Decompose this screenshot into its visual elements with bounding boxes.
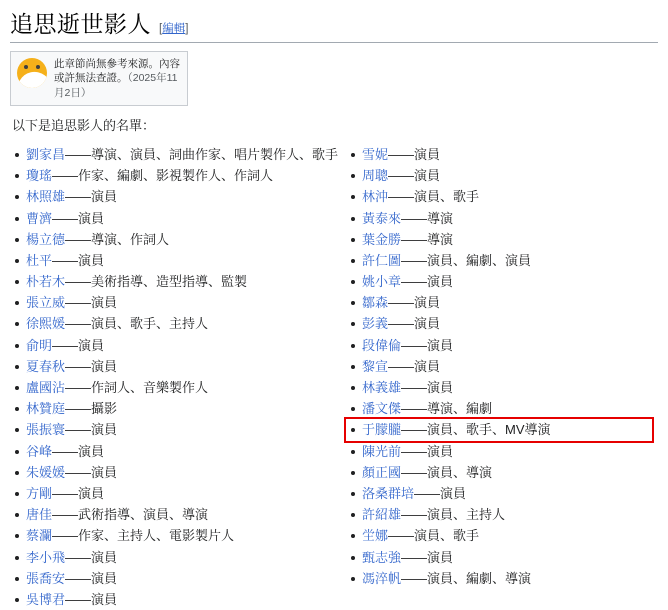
person-roles: ——演員 [52,210,105,226]
person-roles: ——演員 [414,485,467,501]
notice-text [54,57,181,100]
person-link[interactable]: 姚小章 [362,274,402,290]
person-roles: ——演員 [401,380,454,396]
person-link[interactable]: 盧國沾 [26,380,66,396]
list-item [10,589,334,610]
list-item [10,419,334,440]
list-item [10,144,339,165]
list-item [346,271,658,292]
list-item [10,165,334,186]
warning-circle-icon [17,58,47,88]
person-link[interactable]: 林贊庭 [26,401,66,417]
person-roles: ——武術指導、演員、導演 [52,507,209,523]
person-roles: ——導演、編劇 [401,401,493,417]
person-roles: ——演員 [388,358,441,374]
person-link[interactable]: 潘文傑 [362,401,402,417]
list-item [10,356,334,377]
person-link[interactable]: 曹濟 [26,210,53,226]
list-item [10,186,334,207]
warning-icon-dot-left [24,65,28,69]
list-item [346,547,658,568]
edit-section [159,19,188,37]
person-link[interactable]: 谷峰 [26,443,53,459]
person-link[interactable]: 洛桑群培 [362,485,415,501]
list-item [10,568,334,589]
name-list-left [10,144,339,610]
person-link[interactable]: 林義雄 [362,380,402,396]
list-item [346,398,658,419]
person-link[interactable]: 陳光前 [362,443,402,459]
person-link[interactable]: 俞明 [26,337,53,353]
list-item [10,229,334,250]
person-roles: ——導演 [401,231,454,247]
warning-icon-swoosh [17,68,47,88]
list-item [10,208,334,229]
person-roles: ——演員、歌手 [388,528,480,544]
person-link[interactable]: 張立威 [26,295,66,311]
list-item [346,313,658,334]
person-link[interactable]: 唐佳 [26,507,53,523]
person-link[interactable]: 周聰 [362,168,389,184]
list-item [10,292,334,313]
person-roles: ——演員 [65,295,118,311]
unsourced-notice [10,51,188,106]
person-link[interactable]: 李小飛 [26,549,66,565]
person-roles: ——演員 [401,549,454,565]
person-roles: ——導演 [401,210,454,226]
person-link[interactable]: 朱媛媛 [26,464,66,480]
person-link[interactable]: 朴若木 [26,274,66,290]
person-roles: ——演員 [65,358,118,374]
list-item [346,292,658,313]
names-column-left [10,144,339,610]
warning-icon-dot-right [36,65,40,69]
list-item [346,441,658,462]
list-item [346,504,658,525]
list-item [346,568,658,589]
list-item [346,335,658,356]
page-header [10,6,658,43]
person-link[interactable]: 鄒森 [362,295,389,311]
list-item [10,441,334,462]
list-item [10,547,334,568]
intro-text: 以下是追思影人的名單： [12,118,156,134]
person-roles: ——作家、主持人、電影製片人 [52,528,235,544]
person-link[interactable]: 葉金勝 [362,231,402,247]
list-item [346,144,658,165]
notice-date: （2025年11月2日） [54,72,178,99]
person-roles: ——演員 [65,591,118,607]
list-item-highlighted [346,419,652,440]
person-roles: ——演員、編劇、導演 [401,570,532,586]
list-item [346,377,658,398]
list-item [10,335,334,356]
list-item [346,250,658,271]
person-roles: ——演員、歌手、MV導演 [401,422,551,438]
person-roles: ——作詞人、音樂製作人 [65,380,209,396]
person-link[interactable]: 蔡瀾 [26,528,53,544]
person-roles: ——演員 [65,570,118,586]
person-roles: ——演員、導演 [401,464,493,480]
list-item [10,525,334,546]
person-link[interactable]: 瓊瑤 [26,168,53,184]
person-roles: ——演員 [65,549,118,565]
list-item [346,525,658,546]
list-item [10,377,334,398]
list-item [10,483,334,504]
list-item [346,208,658,229]
person-link[interactable]: 坣娜 [362,528,389,544]
person-roles: ——演員 [52,337,105,353]
names-column-right [334,144,658,610]
edit-link[interactable]: 編輯 [162,23,186,35]
person-roles: ——美術指導、造型指導、監製 [65,274,248,290]
person-link[interactable]: 黎宣 [362,358,389,374]
person-roles: ——演員、主持人 [401,507,506,523]
person-link[interactable]: 馮淬帆 [362,570,402,586]
person-link[interactable]: 劉家昌 [26,146,66,162]
person-roles: ——演員、歌手 [388,189,480,205]
list-item [346,483,658,504]
person-link[interactable]: 許仁圖 [362,252,402,268]
person-link[interactable]: 雪妮 [362,146,389,162]
person-link[interactable]: 楊立德 [26,231,66,247]
person-roles: ——作家、編劇、影視製作人、作詞人 [52,168,274,184]
person-roles: ——演員 [388,316,441,332]
person-link[interactable]: 段偉倫 [362,337,402,353]
list-item [346,186,658,207]
list-item [10,462,334,483]
list-item [346,462,658,483]
person-link[interactable]: 張振寰 [26,422,66,438]
person-link[interactable]: 林照雄 [26,189,66,205]
person-roles: ——演員 [388,295,441,311]
person-roles: ——演員 [52,443,105,459]
person-link[interactable]: 顏正國 [362,464,402,480]
person-link[interactable]: 于朦朧 [362,422,402,438]
person-roles: ——演員 [65,464,118,480]
person-link[interactable]: 黃泰來 [362,210,402,226]
person-roles: ——演員 [401,337,454,353]
list-item [10,313,334,334]
person-roles: ——演員 [388,146,441,162]
person-link[interactable]: 許紹雄 [362,507,402,523]
list-item [10,398,334,419]
person-link[interactable]: 方剛 [26,485,53,501]
name-list-right [346,144,658,589]
person-roles: ——攝影 [65,401,118,417]
person-roles: ——演員、編劇、演員 [401,252,532,268]
page-title: 追思逝世影人 [10,12,151,37]
edit-bracket-close: ] [185,23,189,35]
person-link[interactable]: 林沖 [362,189,389,205]
person-link[interactable]: 彭義 [362,316,389,332]
edit-bracket-open: [ [159,23,163,35]
notice-message: 此章節尚無參考來源。內容或許無法查證。 [54,58,180,85]
list-item [10,504,334,525]
person-roles: ——演員 [65,189,118,205]
person-roles: ——演員 [401,274,454,290]
list-item [346,165,658,186]
person-link[interactable]: 吳博君 [26,591,66,607]
person-roles: ——演員 [52,485,105,501]
person-roles: ——演員 [52,252,105,268]
person-link[interactable]: 張喬安 [26,570,66,586]
person-roles: ——導演、作詞人 [65,231,170,247]
list-item [10,250,334,271]
names-columns [10,144,658,610]
person-roles: ——演員 [65,422,118,438]
person-roles: ——導演、演員、詞曲作家、唱片製作人、歌手 [65,146,339,162]
person-roles: ——演員、歌手、主持人 [65,316,209,332]
list-item [10,271,334,292]
person-link[interactable]: 杜平 [26,252,53,268]
list-item [346,356,658,377]
person-link[interactable]: 夏春秋 [26,358,66,374]
person-link[interactable]: 甄志強 [362,549,402,565]
person-roles: ——演員 [388,168,441,184]
list-item [346,229,658,250]
person-roles: ——演員 [401,443,454,459]
person-link[interactable]: 徐熙媛 [26,316,66,332]
